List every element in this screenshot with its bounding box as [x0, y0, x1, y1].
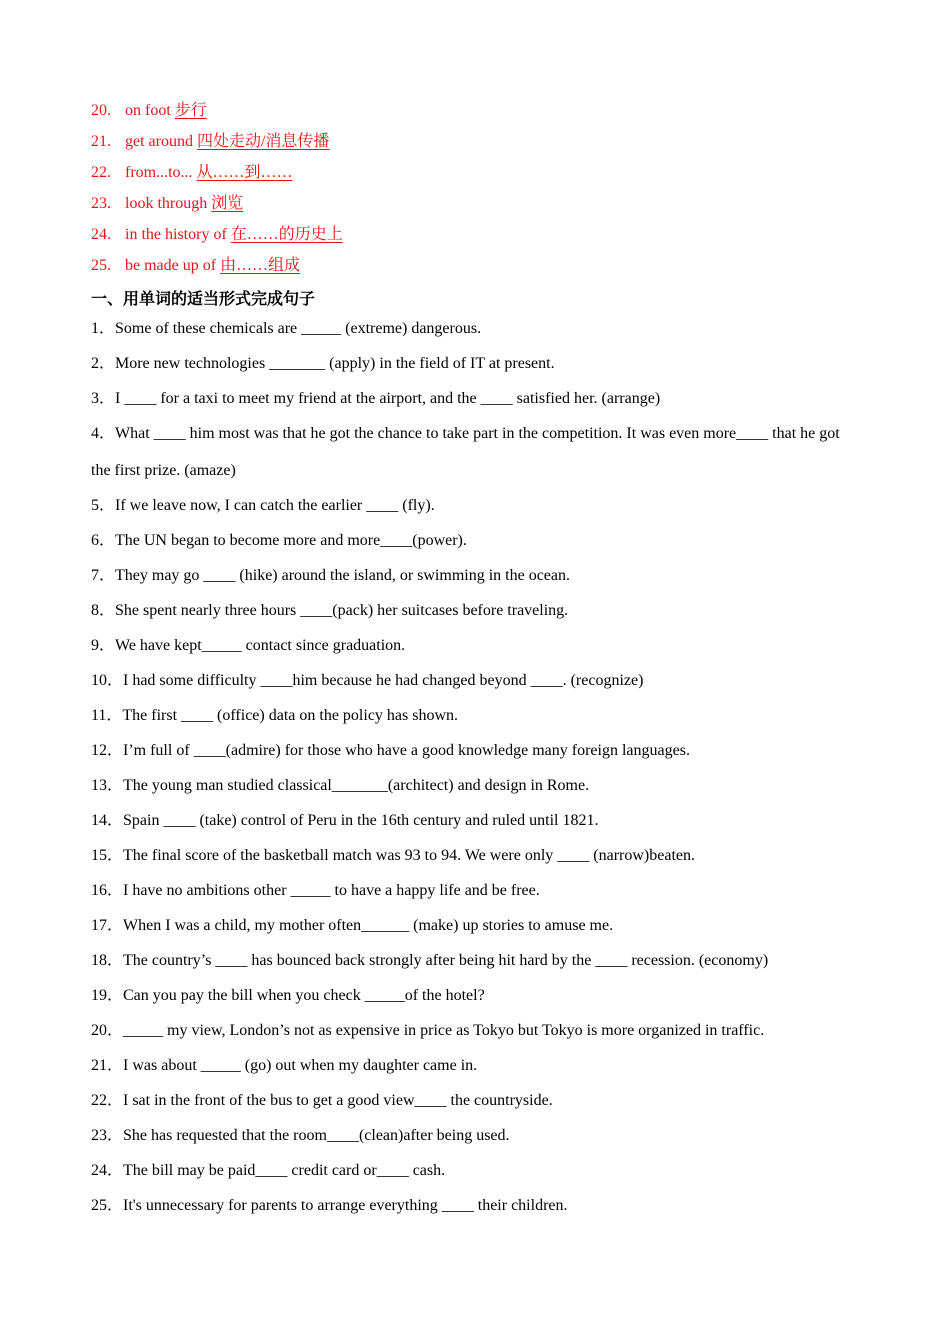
question-item: 8．She spent nearly three hours ____(pack) her suitcases before traveling.	[91, 602, 569, 619]
question-item: 3．I ____ for a taxi to meet my friend at the airport, and the ____ satisfied her. (arrange)	[91, 390, 661, 407]
question-item: 14．Spain ____ (take) control of Peru in the 16th century and ruled until 1821.	[91, 812, 599, 829]
question-item: 10．I had some difficulty ____him because he had changed beyond ____. (recognize)	[91, 672, 644, 689]
question-item: 9．We have kept_____ contact since graduation.	[91, 637, 406, 654]
phrase-item: 22. from...to... 从……到……	[91, 164, 293, 181]
question-item: 1．Some of these chemicals are _____ (extreme) dangerous.	[91, 320, 482, 337]
question-item: 20．_____ my view, London’s not as expensive in price as Tokyo but Tokyo is more organized in traffic.	[91, 1022, 765, 1039]
phrase-item: 24. in the history of 在……的历史上	[91, 226, 343, 243]
question-item: 4．What ____ him most was that he got the chance to take part in the competition. It was even more____ that he got the first prize. (amaze)	[91, 425, 840, 479]
question-item: 21．I was about _____ (go) out when my daughter came in.	[91, 1057, 478, 1074]
phrase-item: 25. be made up of 由……组成	[91, 257, 301, 274]
question-item: 19．Can you pay the bill when you check _____of the hotel?	[91, 987, 485, 1004]
question-item: 16．I have no ambitions other _____ to have a happy life and be free.	[91, 882, 540, 899]
question-item: 23．She has requested that the room____(clean)after being used.	[91, 1127, 510, 1144]
question-item: 6．The UN began to become more and more____(power).	[91, 532, 467, 549]
question-item: 7．They may go ____ (hike) around the island, or swimming in the ocean.	[91, 567, 571, 584]
question-item: 15．The final score of the basketball match was 93 to 94. We were only ____ (narrow)beaten.	[91, 847, 695, 864]
question-item: 22．I sat in the front of the bus to get a good view____ the countryside.	[91, 1092, 553, 1109]
question-item: 18．The country’s ____ has bounced back strongly after being hit hard by the ____ recession. (economy)	[91, 952, 769, 969]
question-item: 25．It's unnecessary for parents to arrange everything ____ their children.	[91, 1197, 568, 1214]
question-item: 12．I’m full of ____(admire) for those who have a good knowledge many foreign languages.	[91, 742, 690, 759]
question-item: 11．The first ____ (office) data on the policy has shown.	[91, 707, 459, 724]
phrase-item: 20. on foot 步行	[91, 102, 207, 119]
question-item: 5．If we leave now, I can catch the earlier ____ (fly).	[91, 497, 435, 514]
question-item: 24．The bill may be paid____ credit card or____ cash.	[91, 1162, 446, 1179]
section-title: 一、用单词的适当形式完成句子	[91, 289, 316, 308]
phrase-item: 21. get around 四处走动/消息传播	[91, 133, 330, 150]
question-item: 17．When I was a child, my mother often______ (make) up stories to amuse me.	[91, 917, 614, 934]
question-item: 13．The young man studied classical_______(architect) and design in Rome.	[91, 777, 590, 794]
phrase-item: 23. look through 浏览	[91, 195, 244, 212]
question-item: 2．More new technologies _______ (apply) in the field of IT at present.	[91, 355, 555, 372]
